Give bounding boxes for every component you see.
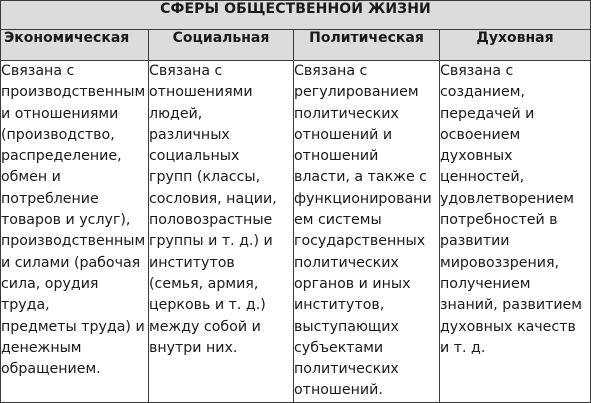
column-header-spiritual: Духовная — [440, 30, 591, 61]
table-title: СФЕРЫ ОБЩЕСТВЕННОЙ ЖИЗНИ — [1, 1, 591, 30]
description-row — [1, 61, 591, 403]
cell-economic-text: Связана с производственным и отношениями (производство, распределение, обмен и потребление товаров и услуг), производственным и силами (рабочая сила, орудия труда, предметы труда) и денежным обращением. — [1, 63, 146, 378]
cell-spiritual-text: Связана с созданием, передачей и освоением духовных ценностей, удовлетворением потребностей в развитии мировоззрения, получением знаний, развитием духовных качеств и т. д. — [440, 63, 582, 356]
table-title-row — [1, 1, 591, 30]
cell-political — [294, 61, 440, 403]
cell-social — [149, 61, 294, 403]
column-header-social: Социальная — [149, 30, 294, 61]
column-header-economic: Экономическая — [1, 30, 149, 61]
cell-economic — [1, 61, 149, 403]
cell-social-text: Связана с отношениями людей, различных социальных групп (классы, сословия, нации, половозрастные группы и т. д.) и институтов (семья, армия, церковь и т. д.) между собой и внутри них. — [149, 63, 277, 356]
cell-spiritual — [440, 61, 591, 403]
cell-political-text: Связана с регулированием политических отношений и отношений власти, а также с функционировани ем системы государственных политических органов и иных институтов, выступающих субъектами политических отношений. — [294, 63, 432, 399]
column-header-political: Политическая — [294, 30, 440, 61]
column-header-row — [1, 30, 591, 61]
